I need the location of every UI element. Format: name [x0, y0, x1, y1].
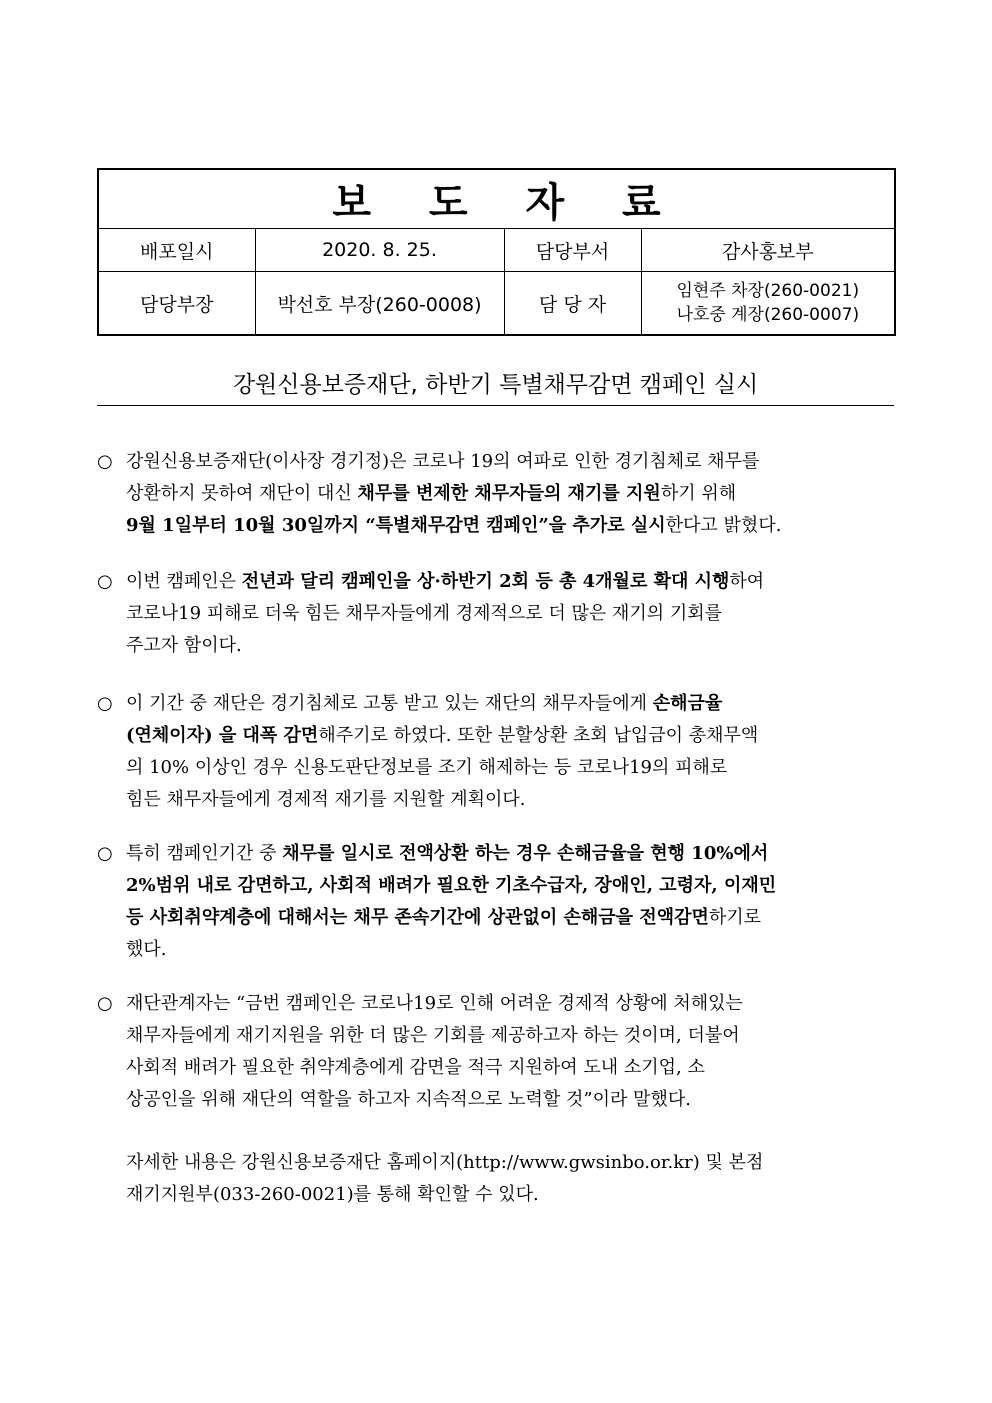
paragraph-line: 코로나19 피해로 더욱 힘든 채무자들에게 경제적으로 더 많은 재기의 기회를 [126, 603, 723, 624]
paragraph-line [97, 688, 897, 720]
bullet-symbol: ○ [97, 843, 113, 864]
paragraph-2 [97, 566, 897, 662]
bold-run: 채무를 변제한 채무자들의 재기를 지원 [357, 483, 661, 504]
paragraph-line: 의 10% 이상인 경우 신용도판단정보를 조기 해제하는 등 코로나19의 피해로 [126, 757, 728, 778]
paragraph-line: 사회적 배려가 필요한 취약계층에게 감면을 적극 지원하여 도내 소기업, 소 [126, 1057, 705, 1078]
paragraph-line: 강원신용보증재단(이사장 경기정)은 코로나 19의 여파로 인한 경기침체로 채무를 [126, 451, 760, 472]
text-run: 상환하지 못하여 재단이 대신 [126, 483, 358, 504]
text-run: 하기로 [708, 907, 762, 928]
bold-run: 채무를 일시로 전액상환 하는 경우 손해금율을 현행 10%에서 [282, 843, 769, 864]
manager-label: 담당부장 [98, 272, 255, 336]
headline-divider [97, 405, 894, 406]
text-run: 하기 위해 [660, 483, 737, 504]
bold-run: 전년과 달리 캠페인을 상·하반기 2회 등 총 4개월로 확대 시행 [241, 571, 730, 592]
bold-run: 등 사회취약계층에 대해서는 채무 존속기간에 상관없이 손해금을 전액감면 [126, 907, 709, 928]
paragraph-line [97, 838, 897, 870]
department: 감사홍보부 [641, 229, 895, 272]
paragraph-line [97, 902, 897, 934]
paragraph-line: 채무자들에게 재기지원을 위한 더 많은 기회를 제공하고자 하는 것이며, 더불어 [126, 1025, 740, 1046]
department-label: 담당부서 [504, 229, 641, 272]
headline: 강원신용보증재단, 하반기 특별채무감면 캠페인 실시 [232, 372, 759, 398]
paragraph-line: 재단관계자는 “금번 캠페인은 코로나19로 인해 어려운 경제적 상황에 처해있는 [126, 993, 743, 1014]
paragraph-line [97, 870, 897, 902]
bullet-symbol: ○ [97, 451, 113, 472]
paragraph-line: 재기지원부(033-260-0021)를 통해 확인할 수 있다. [126, 1184, 539, 1205]
document-title: 보 도 자 료 [98, 169, 895, 229]
release-date: 2020. 8. 25. [255, 229, 504, 272]
bullet-symbol: ○ [97, 693, 113, 714]
staff-contact: 임현주 차장(260-0021) [676, 281, 860, 301]
paragraph-line: 상공인을 위해 재단의 역할을 하고자 지속적으로 노력할 것”이라 말했다. [126, 1089, 691, 1110]
bold-run: (연체이자) 을 대폭 감면 [126, 725, 319, 746]
bold-run: 손해금율 [652, 693, 723, 714]
staff-contacts [641, 272, 895, 336]
press-release-header-table [97, 168, 896, 336]
release-date-label: 배포일시 [98, 229, 255, 272]
text-run: 특히 캠페인기간 중 [126, 843, 283, 864]
bullet-symbol: ○ [97, 571, 113, 592]
paragraph-6 [97, 1147, 897, 1211]
manager: 박선호 부장(260-0008) [255, 272, 504, 336]
paragraph-line: 자세한 내용은 강원신용보증재단 홈페이지(http://www.gwsinbo.or.kr) 및 본점 [126, 1152, 764, 1173]
bold-run: 9월 1일부터 10월 30일까지 “특별채무감면 캠페인”을 추가로 실시 [126, 515, 666, 536]
text-run: 이 기간 중 재단은 경기침체로 고통 받고 있는 재단의 채무자들에게 [126, 693, 653, 714]
staff-label: 담 당 자 [504, 272, 641, 336]
text-run: 한다고 밝혔다. [665, 515, 782, 536]
staff-contact: 나호중 계장(260-0007) [676, 305, 860, 325]
bullet-symbol: ○ [97, 993, 113, 1014]
paragraph-line: 주고자 함이다. [126, 635, 242, 656]
paragraph-1 [97, 446, 897, 542]
paragraph-line [97, 478, 897, 510]
text-run: 해주기로 하였다. 또한 분할상환 초회 납입금이 총채무액 [318, 725, 759, 746]
bold-run: 2%범위 내로 감면하고, 사회적 배려가 필요한 기초수급자, 장애인, 고령자, 이재민 [126, 875, 777, 896]
paragraph-4 [97, 838, 897, 966]
paragraph-3 [97, 688, 897, 816]
paragraph-line [97, 566, 897, 598]
paragraph-line: 힘든 채무자들에게 경제적 재기를 지원할 계획이다. [126, 789, 526, 810]
text-run: 하여 [729, 571, 765, 592]
paragraph-line [97, 720, 897, 752]
text-run: 이번 캠페인은 [126, 571, 242, 592]
paragraph-5 [97, 988, 897, 1116]
paragraph-line: 했다. [126, 939, 167, 960]
paragraph-line [97, 510, 897, 542]
